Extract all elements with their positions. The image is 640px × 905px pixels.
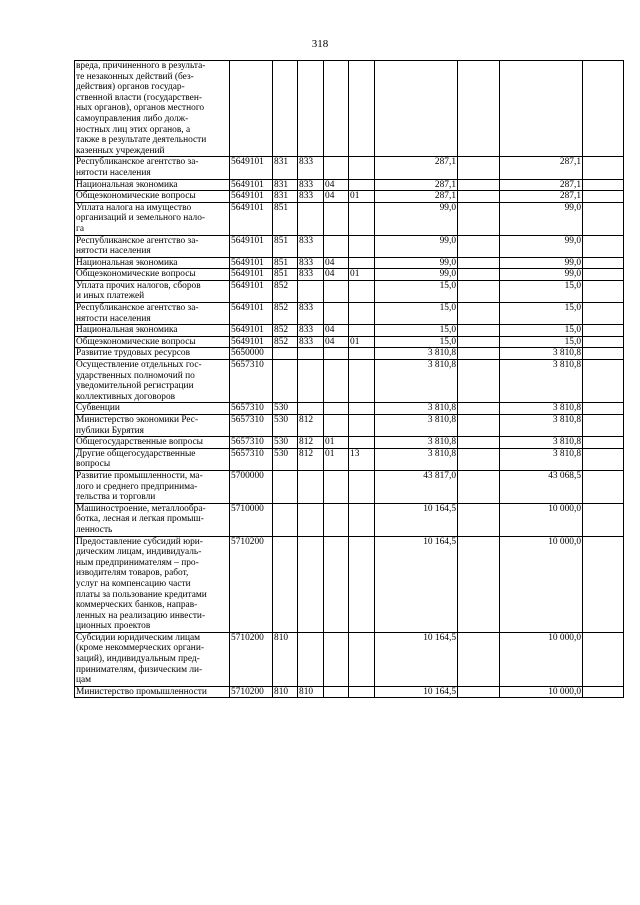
- amount-cell-2: 3 810,8: [500, 437, 583, 449]
- empty-cell-1: [458, 632, 500, 686]
- section-code-cell: [324, 503, 349, 536]
- subsection-code-cell: [349, 325, 375, 337]
- section-code-cell: 04: [324, 269, 349, 281]
- target-code-cell: 5710200: [230, 686, 273, 698]
- table-row: [75, 437, 624, 449]
- amount-cell-1: 99,0: [375, 235, 458, 257]
- empty-cell-1: [458, 202, 500, 235]
- subsection-code-cell: [349, 235, 375, 257]
- page-number: 318: [311, 38, 329, 50]
- expense-type-cell: 530: [273, 415, 298, 437]
- table-row: [75, 325, 624, 337]
- ministry-code-cell: 810: [298, 686, 324, 698]
- expense-type-cell: 851: [273, 269, 298, 281]
- empty-cell-1: [458, 179, 500, 191]
- empty-cell-1: [458, 269, 500, 281]
- ministry-code-cell: 812: [298, 448, 324, 470]
- expense-type-cell: 530: [273, 437, 298, 449]
- subsection-code-cell: [349, 202, 375, 235]
- target-code-cell: 5649101: [230, 202, 273, 235]
- subsection-code-cell: [349, 632, 375, 686]
- row-name-cell: Другие общегосударственные вопросы: [75, 448, 230, 470]
- empty-cell-1: [458, 503, 500, 536]
- empty-cell-2: [583, 202, 624, 235]
- ministry-code-cell: 833: [298, 179, 324, 191]
- amount-cell-2: 10 000,0: [500, 536, 583, 632]
- amount-cell-2: 10 000,0: [500, 632, 583, 686]
- amount-cell-1: 287,1: [375, 191, 458, 203]
- amount-cell-1: 43 817,0: [375, 470, 458, 503]
- budget-table-body: [75, 61, 624, 698]
- target-code-cell: 5700000: [230, 470, 273, 503]
- amount-cell-1: 15,0: [375, 325, 458, 337]
- subsection-code-cell: [349, 403, 375, 415]
- expense-type-cell: [273, 536, 298, 632]
- amount-cell-1: 15,0: [375, 336, 458, 348]
- empty-cell-1: [458, 470, 500, 503]
- amount-cell-1: 3 810,8: [375, 448, 458, 470]
- amount-cell-2: 3 810,8: [500, 448, 583, 470]
- row-name-cell: Уплата прочих налогов, сборов и иных платежей: [75, 280, 230, 302]
- amount-cell-2: 99,0: [500, 269, 583, 281]
- amount-cell-1: 10 164,5: [375, 536, 458, 632]
- expense-type-cell: 810: [273, 686, 298, 698]
- section-code-cell: [324, 202, 349, 235]
- table-row: [75, 360, 624, 403]
- row-name-cell: Субсидии юридическим лицам (кроме некоммерческих органи- заций), индивидуальным пред- принимателям, физическим ли- цам: [75, 632, 230, 686]
- row-name-cell: Общеэкономические вопросы: [75, 336, 230, 348]
- empty-cell-1: [458, 536, 500, 632]
- ministry-code-cell: 833: [298, 303, 324, 325]
- expense-type-cell: 831: [273, 179, 298, 191]
- amount-cell-2: 15,0: [500, 280, 583, 302]
- ministry-code-cell: [298, 202, 324, 235]
- row-name-cell: Общеэкономические вопросы: [75, 191, 230, 203]
- subsection-code-cell: [349, 348, 375, 360]
- empty-cell-1: [458, 336, 500, 348]
- row-name-cell: Развитие промышленности, ма- лого и среднего предпринима- тельства и торговли: [75, 470, 230, 503]
- subsection-code-cell: [349, 437, 375, 449]
- target-code-cell: 5710200: [230, 536, 273, 632]
- empty-cell-2: [583, 403, 624, 415]
- target-code-cell: 5657310: [230, 360, 273, 403]
- empty-cell-1: [458, 403, 500, 415]
- ministry-code-cell: [298, 503, 324, 536]
- table-row: [75, 202, 624, 235]
- empty-cell-2: [583, 235, 624, 257]
- amount-cell-1: 15,0: [375, 303, 458, 325]
- subsection-code-cell: [349, 360, 375, 403]
- ministry-code-cell: [298, 536, 324, 632]
- amount-cell-2: 43 068,5: [500, 470, 583, 503]
- empty-cell-1: [458, 280, 500, 302]
- target-code-cell: 5649101: [230, 257, 273, 269]
- subsection-code-cell: [349, 415, 375, 437]
- target-code-cell: 5657310: [230, 448, 273, 470]
- table-row: [75, 269, 624, 281]
- table-row: [75, 348, 624, 360]
- empty-cell-2: [583, 470, 624, 503]
- ministry-code-cell: 833: [298, 269, 324, 281]
- ministry-code-cell: [298, 403, 324, 415]
- target-code-cell: 5649101: [230, 280, 273, 302]
- row-name-cell: Машиностроение, металлообра- ботка, лесная и легкая промыш- ленность: [75, 503, 230, 536]
- target-code-cell: 5657310: [230, 415, 273, 437]
- amount-cell-1: 3 810,8: [375, 360, 458, 403]
- empty-cell-1: [458, 235, 500, 257]
- section-code-cell: [324, 348, 349, 360]
- empty-cell-2: [583, 415, 624, 437]
- target-code-cell: 5649101: [230, 179, 273, 191]
- amount-cell-2: 3 810,8: [500, 360, 583, 403]
- amount-cell-1: 10 164,5: [375, 686, 458, 698]
- empty-cell-2: [583, 257, 624, 269]
- amount-cell-2: 99,0: [500, 235, 583, 257]
- row-name-cell: Субвенции: [75, 403, 230, 415]
- table-row: [75, 632, 624, 686]
- empty-cell-2: [583, 336, 624, 348]
- subsection-code-cell: [349, 470, 375, 503]
- amount-cell-2: 10 000,0: [500, 503, 583, 536]
- target-code-cell: 5710200: [230, 632, 273, 686]
- target-code-cell: 5650000: [230, 348, 273, 360]
- table-row: [75, 191, 624, 203]
- subsection-code-cell: [349, 257, 375, 269]
- ministry-code-cell: 833: [298, 191, 324, 203]
- amount-cell-2: 15,0: [500, 336, 583, 348]
- ministry-code-cell: 812: [298, 415, 324, 437]
- section-code-cell: [324, 686, 349, 698]
- ministry-code-cell: [298, 632, 324, 686]
- section-code-cell: 01: [324, 437, 349, 449]
- subsection-code-cell: 13: [349, 448, 375, 470]
- empty-cell-1: [458, 686, 500, 698]
- amount-cell-2: 3 810,8: [500, 415, 583, 437]
- subsection-code-cell: [349, 686, 375, 698]
- subsection-code-cell: 01: [349, 336, 375, 348]
- subsection-code-cell: [349, 61, 375, 157]
- section-code-cell: [324, 61, 349, 157]
- amount-cell-2: [500, 61, 583, 157]
- amount-cell-1: 3 810,8: [375, 437, 458, 449]
- table-row: [75, 61, 624, 157]
- subsection-code-cell: [349, 303, 375, 325]
- expense-type-cell: 852: [273, 280, 298, 302]
- subsection-code-cell: [349, 536, 375, 632]
- target-code-cell: 5649101: [230, 235, 273, 257]
- ministry-code-cell: [298, 360, 324, 403]
- expense-type-cell: [273, 503, 298, 536]
- target-code-cell: 5657310: [230, 437, 273, 449]
- amount-cell-1: 10 164,5: [375, 632, 458, 686]
- table-row: [75, 179, 624, 191]
- row-name-cell: Общегосударственные вопросы: [75, 437, 230, 449]
- row-name-cell: Министерство экономики Рес- публики Бурятия: [75, 415, 230, 437]
- empty-cell-2: [583, 269, 624, 281]
- ministry-code-cell: [298, 470, 324, 503]
- empty-cell-2: [583, 325, 624, 337]
- empty-cell-2: [583, 303, 624, 325]
- section-code-cell: 04: [324, 336, 349, 348]
- table-row: [75, 536, 624, 632]
- target-code-cell: [230, 61, 273, 157]
- target-code-cell: 5649101: [230, 269, 273, 281]
- amount-cell-2: 3 810,8: [500, 348, 583, 360]
- amount-cell-2: 15,0: [500, 325, 583, 337]
- amount-cell-2: 287,1: [500, 157, 583, 179]
- section-code-cell: [324, 303, 349, 325]
- empty-cell-1: [458, 437, 500, 449]
- empty-cell-1: [458, 348, 500, 360]
- row-name-cell: Республиканское агентство за- нятости населения: [75, 157, 230, 179]
- expense-type-cell: 852: [273, 303, 298, 325]
- section-code-cell: [324, 157, 349, 179]
- table-row: [75, 257, 624, 269]
- row-name-cell: Республиканское агентство за- нятости населения: [75, 235, 230, 257]
- empty-cell-2: [583, 61, 624, 157]
- table-row: [75, 303, 624, 325]
- subsection-code-cell: [349, 503, 375, 536]
- empty-cell-2: [583, 348, 624, 360]
- empty-cell-1: [458, 303, 500, 325]
- subsection-code-cell: [349, 157, 375, 179]
- section-code-cell: [324, 403, 349, 415]
- amount-cell-1: 99,0: [375, 269, 458, 281]
- table-row: [75, 157, 624, 179]
- table-row: [75, 686, 624, 698]
- ministry-code-cell: [298, 348, 324, 360]
- ministry-code-cell: 833: [298, 257, 324, 269]
- expense-type-cell: 831: [273, 191, 298, 203]
- budget-table: [74, 60, 624, 698]
- expense-type-cell: 851: [273, 202, 298, 235]
- empty-cell-2: [583, 686, 624, 698]
- amount-cell-1: 99,0: [375, 202, 458, 235]
- amount-cell-1: 3 810,8: [375, 348, 458, 360]
- empty-cell-1: [458, 257, 500, 269]
- amount-cell-2: 287,1: [500, 179, 583, 191]
- empty-cell-1: [458, 325, 500, 337]
- target-code-cell: 5649101: [230, 191, 273, 203]
- ministry-code-cell: 833: [298, 325, 324, 337]
- ministry-code-cell: 833: [298, 336, 324, 348]
- target-code-cell: 5649101: [230, 157, 273, 179]
- table-row: [75, 336, 624, 348]
- section-code-cell: 04: [324, 179, 349, 191]
- subsection-code-cell: [349, 179, 375, 191]
- section-code-cell: [324, 632, 349, 686]
- amount-cell-1: 15,0: [375, 280, 458, 302]
- row-name-cell: Предоставление субсидий юри- дическим лицам, индивидуаль- ным предпринимателям – про- изводителям товаров, работ, услуг на компенсацию части платы за пользование кредитами коммерческих банков, направ- ленных на реализацию инвести- ционных проектов: [75, 536, 230, 632]
- empty-cell-1: [458, 415, 500, 437]
- table-row: [75, 503, 624, 536]
- row-name-cell: Развитие трудовых ресурсов: [75, 348, 230, 360]
- section-code-cell: [324, 415, 349, 437]
- amount-cell-2: 287,1: [500, 191, 583, 203]
- amount-cell-2: 99,0: [500, 257, 583, 269]
- target-code-cell: 5649101: [230, 325, 273, 337]
- amount-cell-2: 3 810,8: [500, 403, 583, 415]
- expense-type-cell: [273, 470, 298, 503]
- target-code-cell: 5649101: [230, 336, 273, 348]
- expense-type-cell: 852: [273, 336, 298, 348]
- empty-cell-2: [583, 280, 624, 302]
- subsection-code-cell: 01: [349, 269, 375, 281]
- empty-cell-2: [583, 536, 624, 632]
- ministry-code-cell: 833: [298, 157, 324, 179]
- ministry-code-cell: [298, 61, 324, 157]
- subsection-code-cell: 01: [349, 191, 375, 203]
- expense-type-cell: 851: [273, 257, 298, 269]
- table-row: [75, 280, 624, 302]
- empty-cell-1: [458, 448, 500, 470]
- ministry-code-cell: 833: [298, 235, 324, 257]
- amount-cell-2: 99,0: [500, 202, 583, 235]
- row-name-cell: вреда, причиненного в результа- те незаконных действий (без- действия) органов государ- ственной власти (государствен- ных органов), органов местного самоуправления либо долж- ностных лиц этих органов, а также в результате деятельности казенных учреждений: [75, 61, 230, 157]
- section-code-cell: 04: [324, 191, 349, 203]
- expense-type-cell: 852: [273, 325, 298, 337]
- table-row: [75, 415, 624, 437]
- amount-cell-1: 99,0: [375, 257, 458, 269]
- empty-cell-2: [583, 157, 624, 179]
- section-code-cell: [324, 470, 349, 503]
- empty-cell-2: [583, 360, 624, 403]
- amount-cell-2: 15,0: [500, 303, 583, 325]
- ministry-code-cell: [298, 280, 324, 302]
- empty-cell-2: [583, 179, 624, 191]
- row-name-cell: Национальная экономика: [75, 257, 230, 269]
- table-row: [75, 235, 624, 257]
- expense-type-cell: [273, 348, 298, 360]
- expense-type-cell: 530: [273, 403, 298, 415]
- section-code-cell: 04: [324, 257, 349, 269]
- amount-cell-1: 287,1: [375, 179, 458, 191]
- section-code-cell: 01: [324, 448, 349, 470]
- expense-type-cell: [273, 360, 298, 403]
- target-code-cell: 5657310: [230, 403, 273, 415]
- empty-cell-2: [583, 191, 624, 203]
- section-code-cell: [324, 235, 349, 257]
- section-code-cell: [324, 536, 349, 632]
- table-row: [75, 403, 624, 415]
- row-name-cell: Министерство промышленности: [75, 686, 230, 698]
- empty-cell-2: [583, 437, 624, 449]
- row-name-cell: Национальная экономика: [75, 179, 230, 191]
- amount-cell-2: 10 000,0: [500, 686, 583, 698]
- row-name-cell: Уплата налога на имущество организаций и земельного нало- га: [75, 202, 230, 235]
- table-row: [75, 470, 624, 503]
- amount-cell-1: [375, 61, 458, 157]
- row-name-cell: Национальная экономика: [75, 325, 230, 337]
- empty-cell-1: [458, 191, 500, 203]
- empty-cell-2: [583, 503, 624, 536]
- amount-cell-1: 3 810,8: [375, 415, 458, 437]
- ministry-code-cell: 812: [298, 437, 324, 449]
- subsection-code-cell: [349, 280, 375, 302]
- amount-cell-1: 287,1: [375, 157, 458, 179]
- amount-cell-1: 3 810,8: [375, 403, 458, 415]
- target-code-cell: 5710000: [230, 503, 273, 536]
- section-code-cell: [324, 280, 349, 302]
- amount-cell-1: 10 164,5: [375, 503, 458, 536]
- row-name-cell: Республиканское агентство за- нятости населения: [75, 303, 230, 325]
- table-row: [75, 448, 624, 470]
- empty-cell-1: [458, 61, 500, 157]
- expense-type-cell: 530: [273, 448, 298, 470]
- expense-type-cell: 831: [273, 157, 298, 179]
- expense-type-cell: 851: [273, 235, 298, 257]
- expense-type-cell: 810: [273, 632, 298, 686]
- empty-cell-1: [458, 157, 500, 179]
- target-code-cell: 5649101: [230, 303, 273, 325]
- section-code-cell: 04: [324, 325, 349, 337]
- row-name-cell: Общеэкономические вопросы: [75, 269, 230, 281]
- empty-cell-2: [583, 632, 624, 686]
- expense-type-cell: [273, 61, 298, 157]
- empty-cell-1: [458, 360, 500, 403]
- row-name-cell: Осуществление отдельных гос- ударственных полномочий по уведомительной регистрации коллективных договоров: [75, 360, 230, 403]
- empty-cell-2: [583, 448, 624, 470]
- section-code-cell: [324, 360, 349, 403]
